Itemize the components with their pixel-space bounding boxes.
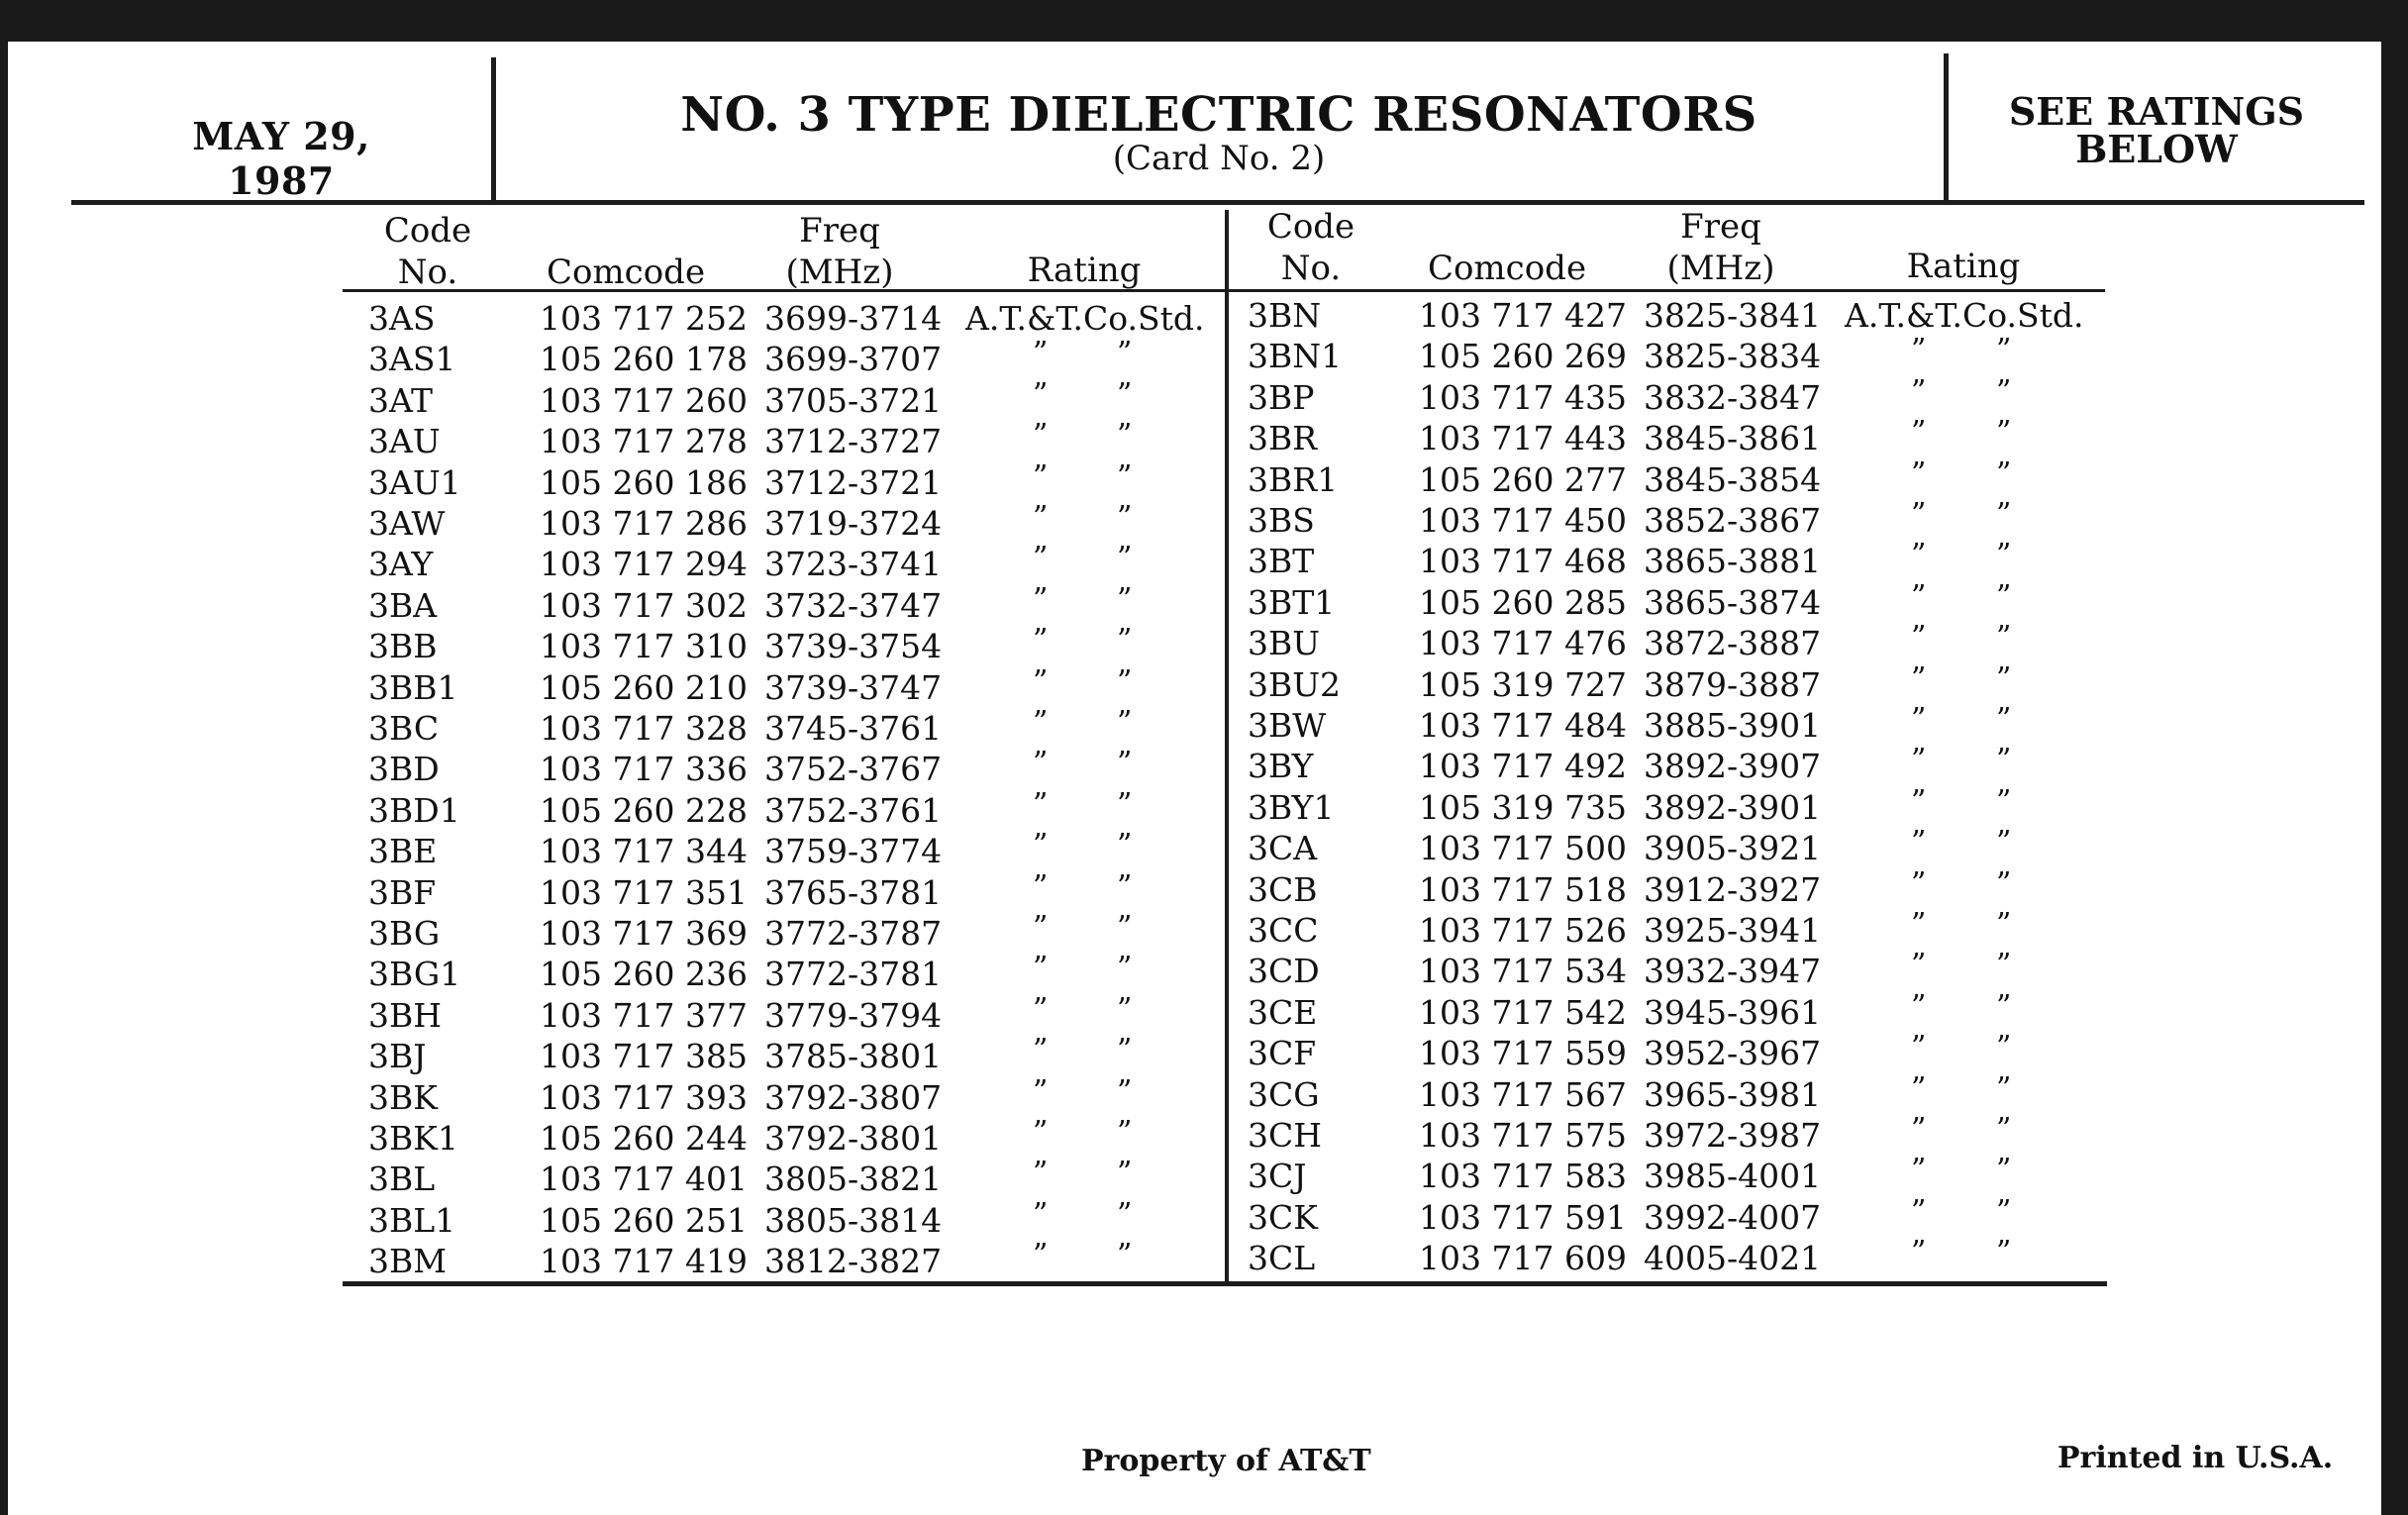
right-row-rating-ditto: ” <box>1996 1153 2012 1187</box>
right-row-comcode: 105 319 735 <box>1419 788 1627 827</box>
left-row-rating-ditto: ” <box>1033 623 1049 657</box>
left-row-rating-ditto: ” <box>1117 1197 1133 1232</box>
left-row-rating-ditto: ” <box>1117 992 1133 1027</box>
left-row-comcode: 103 717 336 <box>540 750 748 788</box>
left-row-rating-ditto: ” <box>1033 418 1049 453</box>
right-row-rating-ditto: ” <box>1911 743 1927 777</box>
card-title: NO. 3 TYPE DIELECTRIC RESONATORS <box>680 87 1757 143</box>
right-row-comcode: 103 717 526 <box>1419 911 1627 950</box>
right-row-comcode: 103 717 609 <box>1419 1239 1627 1277</box>
right-row-comcode: 103 717 476 <box>1419 624 1627 662</box>
left-header-comcode: Comcode <box>546 252 706 292</box>
right-row-rating-ditto: ” <box>1996 1030 2012 1064</box>
left-row-comcode: 103 717 401 <box>540 1160 748 1198</box>
left-row-rating-ditto: ” <box>1033 1115 1049 1150</box>
left-row-freq: 3752-3767 <box>764 750 943 788</box>
left-row-rating-ditto: ” <box>1033 910 1049 945</box>
right-row-comcode: 105 319 727 <box>1419 665 1627 704</box>
left-row-rating-ditto: ” <box>1117 1156 1133 1190</box>
footer-property: Property of AT&T <box>1081 1444 1371 1478</box>
right-row-code: 3BS <box>1248 501 1315 540</box>
right-row-freq: 3972-3987 <box>1644 1116 1822 1155</box>
left-row-freq: 3732-3747 <box>764 586 943 625</box>
left-row-freq: 3745-3761 <box>764 709 943 748</box>
right-row-comcode: 103 717 443 <box>1419 419 1627 457</box>
left-row-rating-ditto: ” <box>1117 1074 1133 1109</box>
right-row-freq: 3872-3887 <box>1644 624 1822 662</box>
left-row-comcode: 103 717 393 <box>540 1078 748 1117</box>
left-row-rating-ditto: ” <box>1117 787 1133 822</box>
left-row-rating-ditto: ” <box>1117 828 1133 862</box>
left-row-rating-ditto: ” <box>1033 664 1049 699</box>
right-row-rating-ditto: ” <box>1911 1030 1927 1064</box>
right-row-freq: 3879-3887 <box>1644 665 1822 704</box>
left-row-comcode: 105 260 178 <box>540 340 748 378</box>
right-row-freq: 3905-3921 <box>1644 829 1822 867</box>
right-row-rating-ditto: ” <box>1911 620 1927 655</box>
left-row-rating-ditto: ” <box>1117 1033 1133 1067</box>
right-row-rating-ditto: ” <box>1996 825 2012 859</box>
left-row-freq: 3805-3821 <box>764 1160 943 1198</box>
right-row-freq: 4005-4021 <box>1644 1239 1822 1277</box>
right-row-comcode: 103 717 500 <box>1419 829 1627 867</box>
right-row-rating-ditto: ” <box>1996 497 2012 532</box>
ratings-note-line1: SEE RATINGS <box>2008 89 2305 134</box>
left-row-code: 3BG <box>368 914 441 953</box>
right-row-rating-ditto: ” <box>1911 538 1927 572</box>
left-row-rating-ditto: ” <box>1117 951 1133 985</box>
right-header-rating: Rating <box>1906 247 2021 286</box>
right-row-rating-ditto: ” <box>1911 661 1927 696</box>
right-row-rating-ditto: ” <box>1996 333 2012 367</box>
right-row-rating-ditto: ” <box>1996 743 2012 777</box>
right-row-code: 3BR1 <box>1248 460 1339 499</box>
right-row-code: 3CE <box>1248 993 1318 1032</box>
left-row-freq: 3759-3774 <box>764 832 943 870</box>
left-row-freq: 3699-3707 <box>764 340 943 378</box>
right-row-code: 3BU2 <box>1248 665 1342 704</box>
left-row-freq: 3792-3807 <box>764 1078 943 1117</box>
left-row-rating-ditto: ” <box>1033 828 1049 862</box>
right-row-code: 3CJ <box>1248 1157 1307 1195</box>
right-row-code: 3BY <box>1248 747 1314 785</box>
right-row-comcode: 103 717 492 <box>1419 747 1627 785</box>
right-row-freq: 3945-3961 <box>1644 993 1822 1032</box>
right-row-rating-ditto: ” <box>1996 866 2012 901</box>
left-row-rating-ditto: ” <box>1117 1238 1133 1272</box>
right-row-code: 3BR <box>1248 419 1318 457</box>
right-row-code: 3CA <box>1248 829 1318 867</box>
left-row-rating-ditto: ” <box>1117 500 1133 535</box>
left-row-rating-ditto: ” <box>1033 869 1049 904</box>
left-row-freq: 3805-3814 <box>764 1201 943 1240</box>
right-row-rating-ditto: ” <box>1911 948 1927 982</box>
left-row-comcode: 103 717 310 <box>540 627 748 665</box>
left-row-comcode: 105 260 186 <box>540 463 748 502</box>
left-row-rating-ditto: ” <box>1033 992 1049 1027</box>
card-subtitle: (Card No. 2) <box>1112 139 1326 178</box>
left-row-freq: 3705-3721 <box>764 381 943 420</box>
left-header-freq: Freq (MHz) <box>785 211 894 292</box>
left-row-rating: A.T.&T.Co.Std. <box>965 299 1205 338</box>
right-row-rating-ditto: ” <box>1911 1235 1927 1269</box>
right-row-freq: 3885-3901 <box>1644 706 1822 745</box>
right-row-comcode: 103 717 567 <box>1419 1075 1627 1114</box>
right-row-rating-ditto: ” <box>1911 374 1927 409</box>
card-date: MAY 29, 1987 <box>192 114 370 203</box>
left-row-rating-ditto: ” <box>1033 541 1049 575</box>
ratings-note-line2: BELOW <box>2075 127 2238 171</box>
left-row-code: 3AT <box>368 381 434 420</box>
left-row-code: 3BL <box>368 1160 436 1198</box>
right-row-rating-ditto: ” <box>1911 415 1927 450</box>
right-row-code: 3CF <box>1248 1034 1317 1072</box>
right-row-freq: 3832-3847 <box>1644 378 1822 417</box>
right-row-code: 3BY1 <box>1248 788 1335 827</box>
left-row-code: 3BG1 <box>368 955 461 993</box>
right-row-code: 3CB <box>1248 870 1318 909</box>
right-row-comcode: 105 260 277 <box>1419 460 1627 499</box>
left-row-rating-ditto: ” <box>1033 377 1049 412</box>
right-row-comcode: 103 717 427 <box>1419 296 1627 335</box>
right-row-comcode: 105 260 269 <box>1419 337 1627 375</box>
right-row-freq: 3825-3841 <box>1644 296 1822 335</box>
right-row-rating-ditto: ” <box>1911 1153 1927 1187</box>
left-row-comcode: 105 260 228 <box>540 791 748 830</box>
left-row-code: 3BD <box>368 750 440 788</box>
left-row-comcode: 103 717 252 <box>540 299 748 338</box>
left-row-freq: 3792-3801 <box>764 1119 943 1158</box>
footer-printed: Printed in U.S.A. <box>2057 1441 2334 1475</box>
right-row-rating-ditto: ” <box>1996 948 2012 982</box>
table-center-divider <box>1225 210 1229 1281</box>
left-row-rating-ditto: ” <box>1117 336 1133 370</box>
right-row-code: 3CL <box>1248 1239 1316 1277</box>
table-bottom-rule <box>343 1281 2107 1286</box>
right-row-comcode: 103 717 484 <box>1419 706 1627 745</box>
right-row-comcode: 103 717 542 <box>1419 993 1627 1032</box>
right-row-comcode: 103 717 575 <box>1419 1116 1627 1155</box>
right-row-rating-ditto: ” <box>1911 579 1927 614</box>
left-row-comcode: 103 717 351 <box>540 873 748 912</box>
right-row-comcode: 103 717 518 <box>1419 870 1627 909</box>
left-row-rating-ditto: ” <box>1117 418 1133 453</box>
left-row-rating-ditto: ” <box>1117 623 1133 657</box>
left-row-rating-ditto: ” <box>1033 459 1049 494</box>
left-row-freq: 3723-3741 <box>764 545 943 583</box>
right-row-rating-ditto: ” <box>1911 497 1927 532</box>
right-row-code: 3BT <box>1248 542 1315 580</box>
left-row-comcode: 105 260 236 <box>540 955 748 993</box>
right-row-rating-ditto: ” <box>1911 825 1927 859</box>
right-row-code: 3CD <box>1248 952 1320 990</box>
right-row-freq: 3992-4007 <box>1644 1198 1822 1237</box>
right-row-freq: 3912-3927 <box>1644 870 1822 909</box>
right-row-comcode: 103 717 450 <box>1419 501 1627 540</box>
left-row-rating-ditto: ” <box>1117 1115 1133 1150</box>
left-row-freq: 3765-3781 <box>764 873 943 912</box>
left-row-rating-ditto: ” <box>1033 582 1049 617</box>
right-row-comcode: 103 717 534 <box>1419 952 1627 990</box>
left-row-freq: 3752-3761 <box>764 791 943 830</box>
right-row-comcode: 103 717 435 <box>1419 378 1627 417</box>
right-row-rating-ditto: ” <box>1996 620 2012 655</box>
left-row-code: 3AW <box>368 504 446 543</box>
right-row-code: 3CG <box>1248 1075 1320 1114</box>
left-row-rating-ditto: ” <box>1117 746 1133 780</box>
right-row-code: 3BU <box>1248 624 1321 662</box>
right-row-rating-ditto: ” <box>1911 1071 1927 1106</box>
left-row-code: 3BK1 <box>368 1119 458 1158</box>
left-row-code: 3AU <box>368 422 441 460</box>
left-row-comcode: 103 717 260 <box>540 381 748 420</box>
right-row-rating: A.T.&T.Co.Std. <box>1845 296 2084 335</box>
right-row-rating-ditto: ” <box>1996 374 2012 409</box>
right-row-freq: 3952-3967 <box>1644 1034 1822 1072</box>
right-row-rating-ditto: ” <box>1996 579 2012 614</box>
right-row-rating-ditto: ” <box>1911 456 1927 491</box>
right-row-rating-ditto: ” <box>1911 989 1927 1024</box>
right-row-freq: 3892-3907 <box>1644 747 1822 785</box>
left-row-freq: 3739-3754 <box>764 627 943 665</box>
right-header-freq: Freq (MHz) <box>1666 207 1775 288</box>
left-row-code: 3AY <box>368 545 434 583</box>
left-row-freq: 3779-3794 <box>764 996 943 1035</box>
right-row-rating-ditto: ” <box>1996 1112 2012 1147</box>
right-row-rating-ditto: ” <box>1911 702 1927 737</box>
left-row-freq: 3699-3714 <box>764 299 943 338</box>
left-row-code: 3BL1 <box>368 1201 456 1240</box>
left-row-rating-ditto: ” <box>1117 705 1133 740</box>
left-row-code: 3BH <box>368 996 443 1035</box>
left-row-rating-ditto: ” <box>1033 1074 1049 1109</box>
left-row-comcode: 103 717 419 <box>540 1242 748 1280</box>
right-row-rating-ditto: ” <box>1996 415 2012 450</box>
left-row-code: 3BA <box>368 586 438 625</box>
right-row-comcode: 103 717 583 <box>1419 1157 1627 1195</box>
left-header-rating: Rating <box>1027 251 1142 290</box>
right-row-freq: 3965-3981 <box>1644 1075 1822 1114</box>
left-row-rating-ditto: ” <box>1117 459 1133 494</box>
left-header-code: Code No. <box>383 211 472 292</box>
right-row-rating-ditto: ” <box>1996 1194 2012 1229</box>
left-row-freq: 3772-3787 <box>764 914 943 953</box>
left-row-rating-ditto: ” <box>1117 910 1133 945</box>
ratings-note <box>1949 89 2364 171</box>
left-row-code: 3AS <box>368 299 436 338</box>
left-row-code: 3BK <box>368 1078 438 1117</box>
left-row-freq: 3712-3721 <box>764 463 943 502</box>
left-row-comcode: 105 260 210 <box>540 668 748 707</box>
left-row-rating-ditto: ” <box>1117 377 1133 412</box>
right-row-freq: 3985-4001 <box>1644 1157 1822 1195</box>
left-row-comcode: 103 717 286 <box>540 504 748 543</box>
left-row-rating-ditto: ” <box>1117 541 1133 575</box>
left-row-rating-ditto: ” <box>1033 1033 1049 1067</box>
left-row-code: 3BF <box>368 873 437 912</box>
left-row-code: 3BJ <box>368 1037 427 1075</box>
right-row-freq: 3845-3854 <box>1644 460 1822 499</box>
right-row-rating-ditto: ” <box>1996 1235 2012 1269</box>
left-row-rating-ditto: ” <box>1033 1156 1049 1190</box>
right-row-rating-ditto: ” <box>1996 1071 2012 1106</box>
left-row-comcode: 103 717 377 <box>540 996 748 1035</box>
right-row-comcode: 103 717 591 <box>1419 1198 1627 1237</box>
right-row-freq: 3932-3947 <box>1644 952 1822 990</box>
left-row-code: 3AU1 <box>368 463 461 502</box>
right-row-rating-ditto: ” <box>1996 456 2012 491</box>
right-row-freq: 3892-3901 <box>1644 788 1822 827</box>
left-row-code: 3BB1 <box>368 668 458 707</box>
right-row-freq: 3825-3834 <box>1644 337 1822 375</box>
left-row-comcode: 103 717 302 <box>540 586 748 625</box>
left-row-freq: 3812-3827 <box>764 1242 943 1280</box>
right-row-rating-ditto: ” <box>1996 784 2012 819</box>
right-row-rating-ditto: ” <box>1996 989 2012 1024</box>
left-row-comcode: 103 717 344 <box>540 832 748 870</box>
left-row-freq: 3719-3724 <box>764 504 943 543</box>
left-row-code: 3BM <box>368 1242 448 1280</box>
left-row-rating-ditto: ” <box>1033 1238 1049 1272</box>
right-row-rating-ditto: ” <box>1996 702 2012 737</box>
left-row-comcode: 103 717 369 <box>540 914 748 953</box>
right-row-code: 3CH <box>1248 1116 1323 1155</box>
right-row-code: 3BT1 <box>1248 583 1336 622</box>
left-row-rating-ditto: ” <box>1117 869 1133 904</box>
right-row-rating-ditto: ” <box>1996 661 2012 696</box>
right-row-rating-ditto: ” <box>1911 784 1927 819</box>
left-row-code: 3AS1 <box>368 340 456 378</box>
right-row-rating-ditto: ” <box>1911 1112 1927 1147</box>
right-row-code: 3BN1 <box>1248 337 1343 375</box>
left-row-freq: 3785-3801 <box>764 1037 943 1075</box>
left-row-rating-ditto: ” <box>1033 500 1049 535</box>
right-row-code: 3BW <box>1248 706 1327 745</box>
left-row-rating-ditto: ” <box>1033 951 1049 985</box>
left-row-code: 3BE <box>368 832 438 870</box>
right-row-code: 3BN <box>1248 296 1322 335</box>
left-row-rating-ditto: ” <box>1033 1197 1049 1232</box>
left-row-freq: 3712-3727 <box>764 422 943 460</box>
left-row-comcode: 103 717 385 <box>540 1037 748 1075</box>
right-row-rating-ditto: ” <box>1996 907 2012 942</box>
left-row-freq: 3772-3781 <box>764 955 943 993</box>
left-row-rating-ditto: ” <box>1033 787 1049 822</box>
right-row-rating-ditto: ” <box>1911 1194 1927 1229</box>
right-row-rating-ditto: ” <box>1996 538 2012 572</box>
left-row-rating-ditto: ” <box>1117 664 1133 699</box>
left-row-rating-ditto: ” <box>1117 582 1133 617</box>
left-row-rating-ditto: ” <box>1033 746 1049 780</box>
left-row-rating-ditto: ” <box>1033 336 1049 370</box>
left-row-code: 3BD1 <box>368 791 460 830</box>
right-row-freq: 3925-3941 <box>1644 911 1822 950</box>
right-row-freq: 3865-3874 <box>1644 583 1822 622</box>
left-row-comcode: 105 260 244 <box>540 1119 748 1158</box>
left-row-comcode: 105 260 251 <box>540 1201 748 1240</box>
right-header-comcode: Comcode <box>1427 249 1587 288</box>
left-row-comcode: 103 717 328 <box>540 709 748 748</box>
right-row-code: 3CC <box>1248 911 1319 950</box>
right-row-freq: 3845-3861 <box>1644 419 1822 457</box>
right-header-code: Code No. <box>1266 207 1355 288</box>
right-row-comcode: 103 717 468 <box>1419 542 1627 580</box>
right-row-comcode: 103 717 559 <box>1419 1034 1627 1072</box>
right-row-code: 3BP <box>1248 378 1315 417</box>
left-row-comcode: 103 717 278 <box>540 422 748 460</box>
right-row-comcode: 105 260 285 <box>1419 583 1627 622</box>
right-row-rating-ditto: ” <box>1911 333 1927 367</box>
left-row-code: 3BC <box>368 709 440 748</box>
right-row-freq: 3852-3867 <box>1644 501 1822 540</box>
left-row-rating-ditto: ” <box>1033 705 1049 740</box>
right-row-freq: 3865-3881 <box>1644 542 1822 580</box>
right-row-rating-ditto: ” <box>1911 866 1927 901</box>
left-row-comcode: 103 717 294 <box>540 545 748 583</box>
right-row-code: 3CK <box>1248 1198 1318 1237</box>
right-row-rating-ditto: ” <box>1911 907 1927 942</box>
left-row-freq: 3739-3747 <box>764 668 943 707</box>
left-row-code: 3BB <box>368 627 438 665</box>
